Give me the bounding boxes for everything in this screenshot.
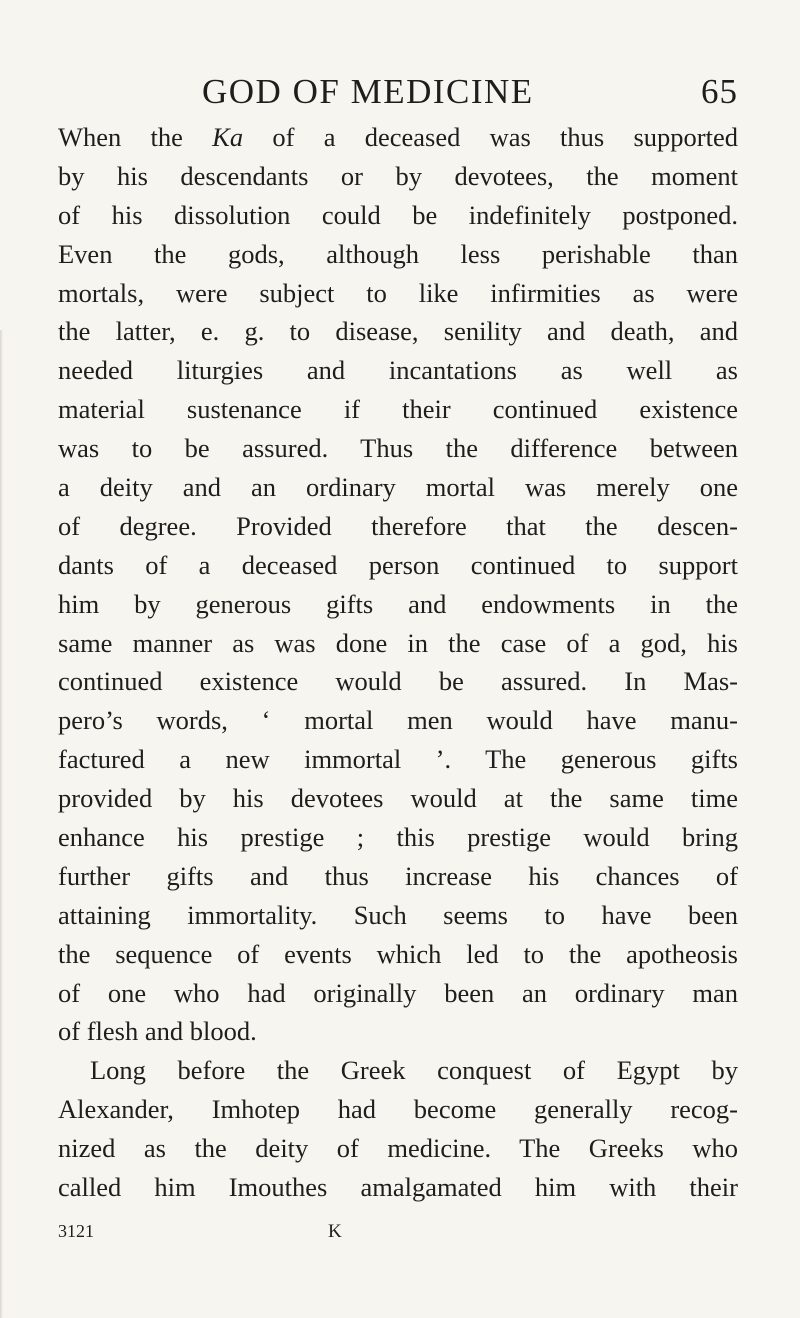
paragraph-end-line: of flesh and blood. [58, 1016, 257, 1047]
text-line: a deity and an ordinary mortal was merely one [58, 472, 738, 503]
text-line: dants of a deceased person continued to support [58, 549, 738, 580]
text-line: of his dissolution could be indefinitely postponed. [58, 199, 738, 230]
text-line: Alexander, Imhotep had become generally recog- [58, 1094, 738, 1125]
running-title: GOD OF MEDICINE [202, 72, 534, 111]
text-line: was to be assured. Thus the difference between [58, 433, 738, 464]
text-line: him by generous gifts and endowments in the [58, 588, 738, 619]
text-line: called him Imouthes amalgamated him with their [58, 1172, 738, 1203]
italic-term: Ka [212, 122, 244, 152]
text-line: the sequence of events which led to the apotheosis [58, 938, 738, 969]
text-line: enhance his prestige ; this prestige would bring [58, 822, 738, 853]
text-line: further gifts and thus increase his chances of [58, 860, 738, 891]
signature-mark: K [328, 1221, 342, 1242]
page-footer [58, 1221, 738, 1251]
text-line: Even the gods, although less perishable than [58, 238, 738, 269]
text-line [58, 118, 738, 157]
body-text [58, 118, 738, 1207]
text-line: continued existence would be assured. In Mas- [58, 666, 738, 697]
text-line: needed liturgies and incantations as well as [58, 355, 738, 386]
text-line: of degree. Provided therefore that the descen- [58, 510, 738, 541]
text-line: provided by his devotees would at the same time [58, 783, 738, 814]
page-number: 65 [701, 72, 738, 111]
text-line: pero’s words, ‘ mortal men would have manu- [58, 705, 738, 736]
line-text: of a deceased was thus supported [243, 122, 739, 152]
text-line: by his descendants or by devotees, the moment [58, 160, 738, 191]
text-line: factured a new immortal ’. The generous gifts [58, 744, 738, 775]
line-text: When the [58, 122, 213, 152]
text-line: material sustenance if their continued existence [58, 394, 738, 425]
text-line: same manner as was done in the case of a god, his [58, 627, 738, 658]
text-line: the latter, e. g. to disease, senility and death, and [58, 316, 738, 347]
running-head [58, 68, 738, 112]
text-line: nized as the deity of medicine. The Greeks who [58, 1133, 738, 1164]
signature-number: 3121 [58, 1221, 94, 1241]
text-line: mortals, were subject to like infirmities as were [58, 277, 738, 308]
text-line: attaining immortality. Such seems to have been [58, 899, 738, 930]
page-edge-shadow [0, 330, 3, 1318]
paragraph-start-line: Long before the Greek conquest of Egypt by [90, 1055, 738, 1086]
text-line: of one who had originally been an ordinary man [58, 977, 738, 1008]
